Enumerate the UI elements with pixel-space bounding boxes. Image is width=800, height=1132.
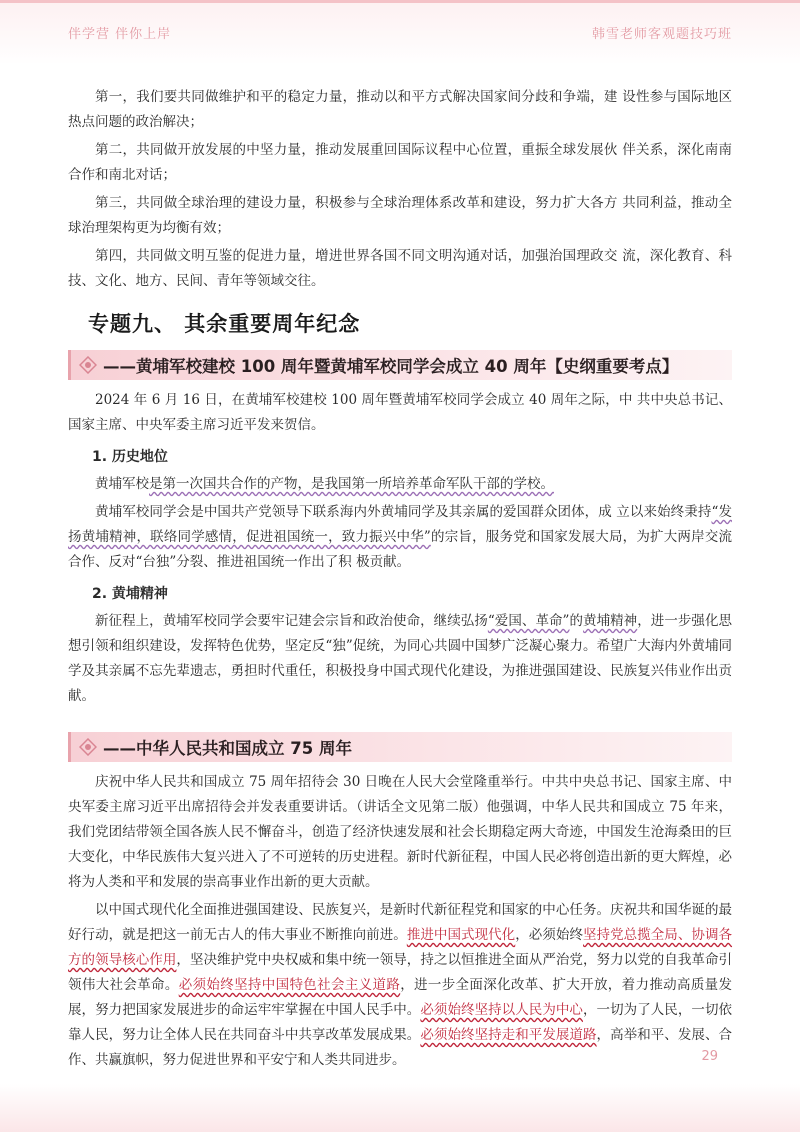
p2-text-e: ，一切为了人民，一切依靠人民，努力让全体人民在共同奋斗中共享改革发展成果。	[68, 1002, 733, 1043]
assoc-highlight: “发扬黄埔精神，联络同学感情，促进祖国统一，致力振兴中华”	[68, 504, 732, 545]
intro-paragraph-2: 第二，共同做开放发展的中坚力量，推动发展重回国际议程中心位置，重振全球发展伙 伴关系，深化南南合作和南北对话；	[68, 142, 732, 183]
whampoa-spirit-paragraph	[68, 609, 732, 709]
status-prefix: 黄埔军校	[95, 476, 149, 492]
subheading-whampoa-spirit: 2. 黄埔精神	[92, 586, 168, 602]
p2-highlight-2: 坚持党总揽全局、协调各方的领导核心作用	[68, 927, 733, 968]
spirit-text-c: ，进一步强化思想引领和组织建设，发挥特色优势，坚定反“独”促统，为同心共圆中国梦广泛凝心聚力。希望广大海内外黄埔同学及其亲属不忘先辈遗志，勇担时代重任，积极投身中国式现代化建设，为推进强国建设、民族复兴伟业作出贡献。	[68, 613, 733, 704]
spirit-text-a: 新征程上，黄埔军校同学会要牢记建会宗旨和政治使命，继续弘扬	[95, 613, 488, 629]
p2-highlight-1: 推进中国式现代化	[406, 927, 516, 943]
diamond-flower-icon	[79, 356, 97, 374]
page-footer-band	[0, 1084, 800, 1132]
diamond-flower-icon	[79, 738, 97, 756]
page-header	[0, 0, 800, 65]
status-highlight: 是第一次国共合作的产物，是我国第一所培养革命军队干部的学校。	[149, 476, 554, 492]
page-number: 29	[701, 1049, 718, 1064]
assoc-text-b: 的宗旨，服务党和国家发展大局，为扩大两岸交流合作、反对“台独”分裂、推进祖国统一作出了积 极贡献。	[68, 529, 732, 570]
topic-heading: 专题九、 其余重要周年纪念	[88, 312, 361, 336]
p2-text-c: ，坚决维护党中央权威和集中统一领导，持之以恒推进全面从严治党，努力以党的自我革命引领伟大社会革命。	[68, 952, 733, 993]
intro-paragraph-3: 第三，共同做全球治理的建设力量，积极参与全球治理体系改革和建设，努力扩大各方 共同利益，推动全球治理架构更为均衡有效；	[68, 195, 732, 236]
historical-status-paragraph	[68, 472, 732, 497]
section-banner-whampoa	[68, 350, 732, 380]
p2-highlight-4: 必须始终坚持以人民为中心	[420, 1002, 583, 1018]
alumni-association-paragraph	[68, 500, 732, 575]
assoc-text-a: 黄埔军校同学会是中国共产党领导下联系海内外黄埔同学及其亲属的爱国群众团体，成 立以来始终秉持	[95, 504, 712, 520]
subheading-historical-status: 1. 历史地位	[92, 449, 168, 465]
prc75-paragraph-2	[68, 898, 732, 1073]
section-title-whampoa: ——黄埔军校建校 100 周年暨黄埔军校同学会成立 40 周年【史纲重要考点】	[103, 357, 679, 376]
p2-text-f: ，高举和平、发展、合作、共赢旗帜，努力促进世界和平安宁和人类共同进步。	[68, 1027, 733, 1068]
header-brand: 伴学营 伴你上岸	[68, 27, 172, 42]
spirit-highlight-2: 黄埔精神	[583, 613, 638, 629]
intro-paragraph-1: 第一，我们要共同做维护和平的稳定力量，推动以和平方式解决国家间分歧和争端，建 设性参与国际地区热点问题的政治解决；	[68, 89, 732, 130]
whampoa-intro: 2024 年 6 月 16 日，在黄埔军校建校 100 周年暨黄埔军校同学会成立 40 周年之际，中 共中央总书记、国家主席、中央军委主席习近平发来贺信。	[68, 392, 732, 433]
p2-text-b: ，必须始终	[515, 927, 583, 943]
page-content	[68, 85, 732, 1076]
spirit-text-b: 的	[569, 613, 584, 629]
intro-paragraph-4: 第四，共同做文明互鉴的促进力量，增进世界各国不同文明沟通对话，加强治国理政交 流，深化教育、科技、文化、地方、民间、青年等领域交往。	[68, 248, 732, 289]
p2-text-a: 以中国式现代化全面推进强国建设、民族复兴，是新时代新征程党和国家的中心任务。庆祝共和国华诞的最好行动，就是把这一前无古人的伟大事业不断推向前进。	[68, 902, 732, 943]
p2-highlight-5: 必须始终坚持走和平发展道路	[420, 1027, 597, 1043]
spirit-highlight-1: “爱国、革命”	[487, 613, 570, 629]
section-title-prc75: ——中华人民共和国成立 75 周年	[103, 739, 352, 758]
header-course: 韩雪老师客观题技巧班	[591, 27, 732, 42]
prc75-paragraph-1: 庆祝中华人民共和国成立 75 周年招待会 30 日晚在人民大会堂隆重举行。中共中央总书记、国家主席、中央军委主席习近平出席招待会并发表重要讲话。（讲话全文见第二版）他强调，中华人民共和国成立 75 年来，我们党团结带领全国各族人民不懈奋斗，创造了经济快速发展和社会长期稳定两大奇迹，中国发生沧海桑田的巨大变化，中华民族伟大复兴进入了不可逆转的历史进程。新时代新征程，中国人民必将创造出新的更大辉煌，必将为人类和平和发展的崇高事业作出新的更大贡献。	[68, 774, 732, 890]
p2-highlight-3: 必须始终坚持中国特色社会主义道路	[178, 977, 401, 993]
p2-text-d: ，进一步全面深化改革、扩大开放，着力推动高质量发展，努力把国家发展进步的命运牢牢掌握在中国人民手中。	[68, 977, 733, 1018]
section-banner-prc75	[68, 732, 732, 762]
